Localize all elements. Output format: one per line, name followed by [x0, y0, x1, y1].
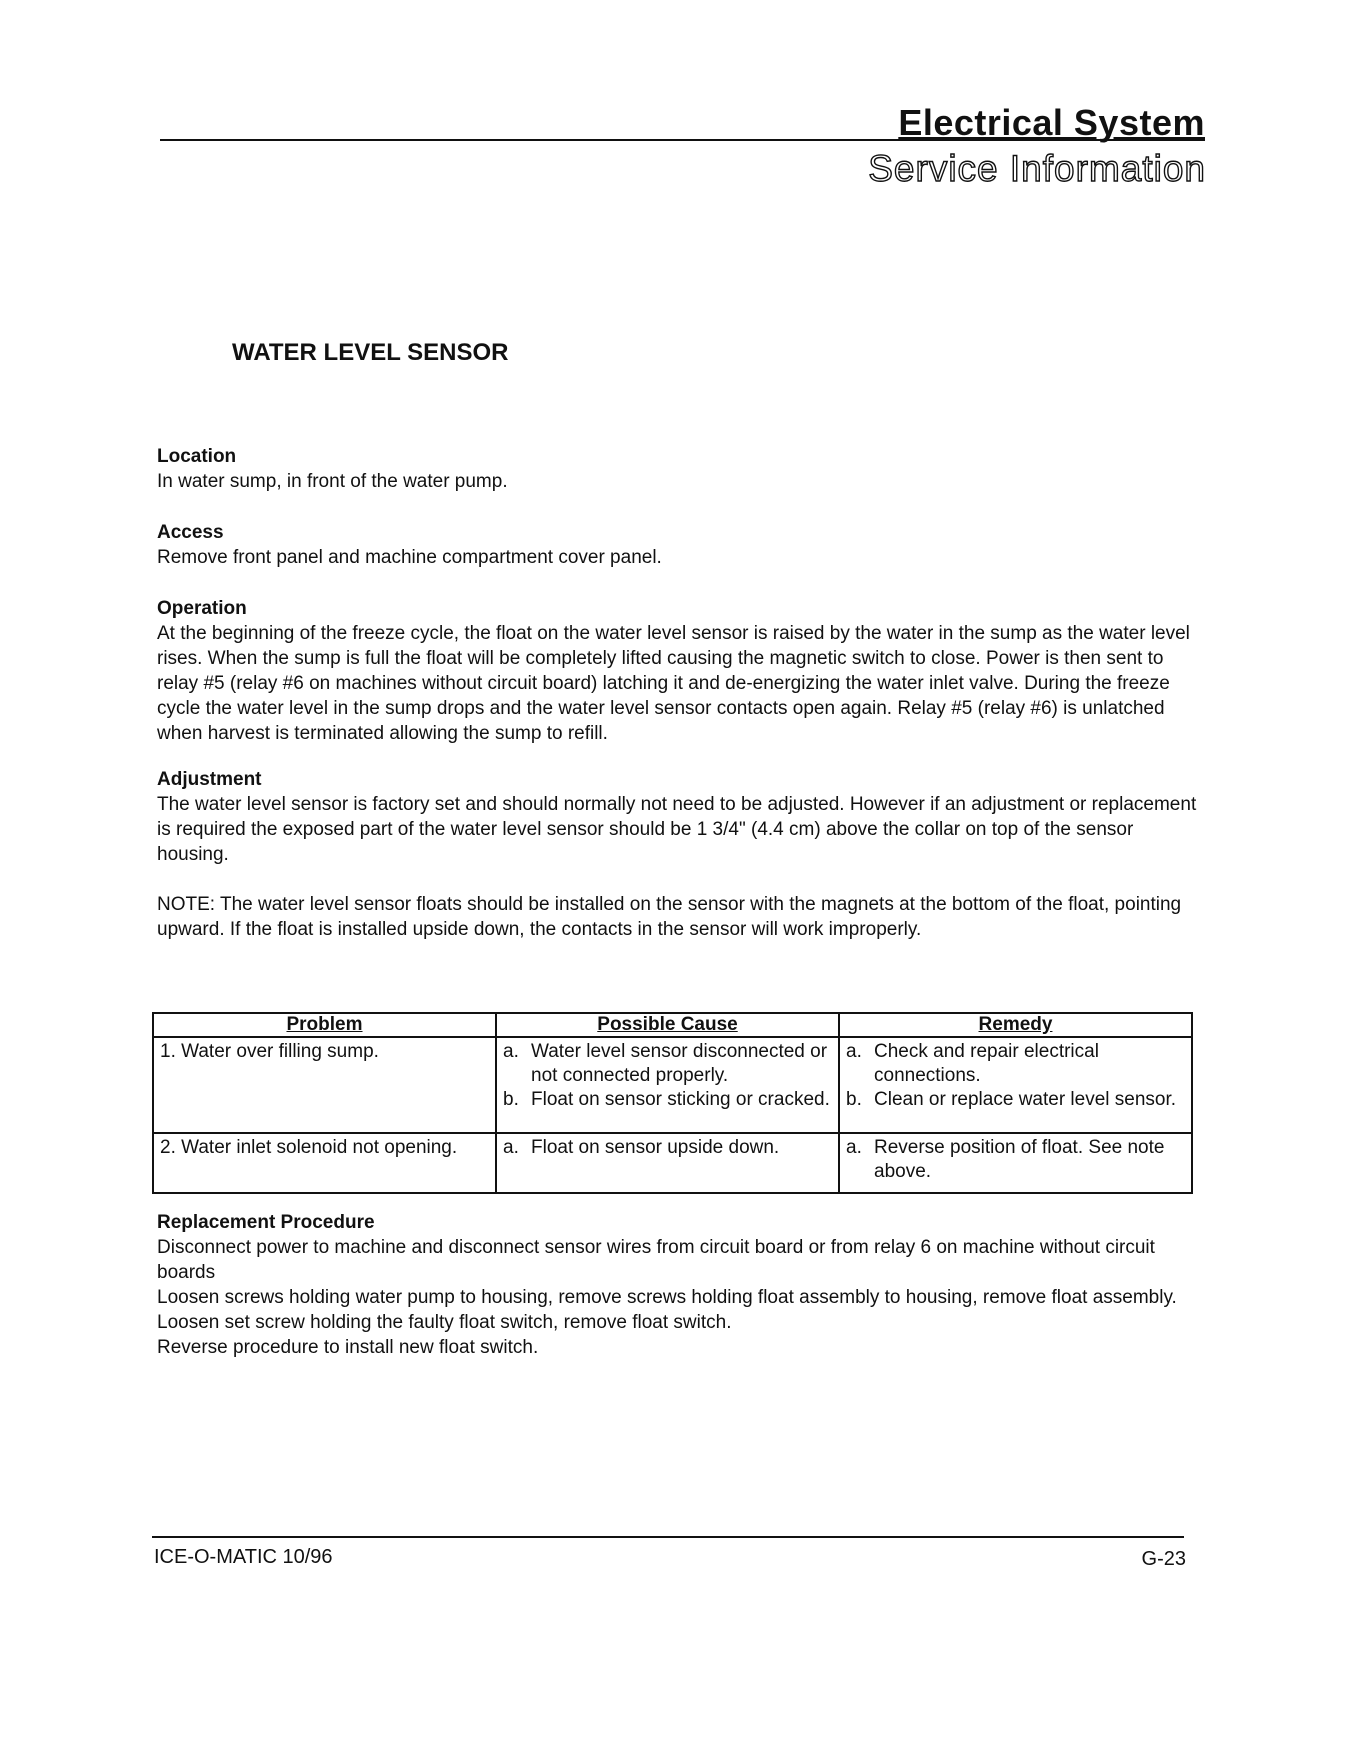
adjustment-section	[157, 767, 1207, 867]
table-row	[153, 1133, 1192, 1193]
remedy-item	[846, 1088, 1185, 1112]
access-text: Remove front panel and machine compartment cover panel.	[157, 547, 662, 568]
header-subtitle: Service Information	[868, 148, 1206, 189]
location-text: In water sump, in front of the water pump.	[157, 471, 508, 492]
page-number: G-23	[1141, 1548, 1186, 1570]
remedy-marker: b.	[846, 1089, 862, 1110]
remedy-text: Check and repair electrical connections.	[874, 1041, 1099, 1086]
cause-cell	[496, 1133, 839, 1193]
remedy-item	[846, 1040, 1185, 1088]
adjustment-text: The water level sensor is factory set and should normally not need to be adjusted. However if an adjustment or replacement is required the exposed part of the water level sensor should be 1 3/4" (4.4 cm) above the collar on top of the sensor housing.	[157, 794, 1197, 865]
section-title: WATER LEVEL SENSOR	[232, 339, 509, 366]
table-row	[153, 1037, 1192, 1133]
remedy-marker: a.	[846, 1041, 862, 1062]
remedy-text: Reverse position of float. See note above.	[874, 1137, 1165, 1182]
remedy-text: Clean or replace water level sensor.	[874, 1089, 1177, 1110]
replacement-line: Loosen screws holding water pump to housing, remove screws holding float assembly to housing, remove float assembly.	[157, 1287, 1177, 1308]
footer-publisher: ICE-O-MATIC 10/96	[154, 1546, 333, 1568]
header-possible-cause: Possible Cause	[496, 1013, 839, 1037]
replacement-line: Disconnect power to machine and disconnect sensor wires from circuit board or from relay 6 on machine without circuit boards	[157, 1237, 1155, 1283]
cause-item	[503, 1088, 832, 1112]
operation-text: At the beginning of the freeze cycle, the float on the water level sensor is raised by the water in the sump as the water level rises. When the sump is full the float will be completely lifted causing the magnetic switch to close. Power is then sent to relay #5 (relay #6 on machines without circuit board) latching it and de-energizing the water inlet valve. During the freeze cycle the water level in the sump drops and the water level sensor contacts open again. Relay #5 (relay #6) is unlatched when harvest is terminated allowing the sump to refill.	[157, 623, 1190, 744]
remedy-cell	[839, 1133, 1192, 1193]
replacement-line: Reverse procedure to install new float switch.	[157, 1337, 539, 1358]
replacement-line: Loosen set screw holding the faulty float switch, remove float switch.	[157, 1312, 732, 1333]
cause-text: Water level sensor disconnected or not connected properly.	[531, 1041, 828, 1086]
location-heading: Location	[157, 446, 237, 467]
access-heading: Access	[157, 522, 224, 543]
cause-text: Float on sensor sticking or cracked.	[531, 1089, 830, 1110]
remedy-marker: a.	[846, 1137, 862, 1158]
footer-rule	[152, 1536, 1184, 1538]
cause-marker: b.	[503, 1089, 519, 1110]
cause-item	[503, 1136, 832, 1160]
replacement-heading: Replacement Procedure	[157, 1212, 375, 1233]
problem-cell: 1. Water over filling sump.	[153, 1037, 496, 1133]
operation-section	[157, 596, 1207, 746]
table-header-row	[153, 1013, 1192, 1037]
remedy-item	[846, 1136, 1185, 1184]
access-section	[157, 520, 1207, 570]
operation-heading: Operation	[157, 598, 247, 619]
replacement-section	[157, 1210, 1207, 1360]
troubleshooting-table	[152, 1012, 1193, 1194]
cause-text: Float on sensor upside down.	[531, 1137, 780, 1158]
problem-cell: 2. Water inlet solenoid not opening.	[153, 1133, 496, 1193]
header-title: Electrical System	[898, 102, 1205, 143]
note-text: NOTE: The water level sensor floats should be installed on the sensor with the magnets at the bottom of the float, pointing upward. If the float is installed upside down, the contacts in the sensor will work improperly.	[157, 894, 1182, 940]
remedy-cell	[839, 1037, 1192, 1133]
cause-item	[503, 1040, 832, 1088]
cause-marker: a.	[503, 1137, 519, 1158]
header-problem: Problem	[153, 1013, 496, 1037]
cause-cell	[496, 1037, 839, 1133]
cause-marker: a.	[503, 1041, 519, 1062]
note-section	[157, 892, 1207, 942]
adjustment-heading: Adjustment	[157, 769, 262, 790]
header-remedy: Remedy	[839, 1013, 1192, 1037]
location-section	[157, 444, 1207, 494]
